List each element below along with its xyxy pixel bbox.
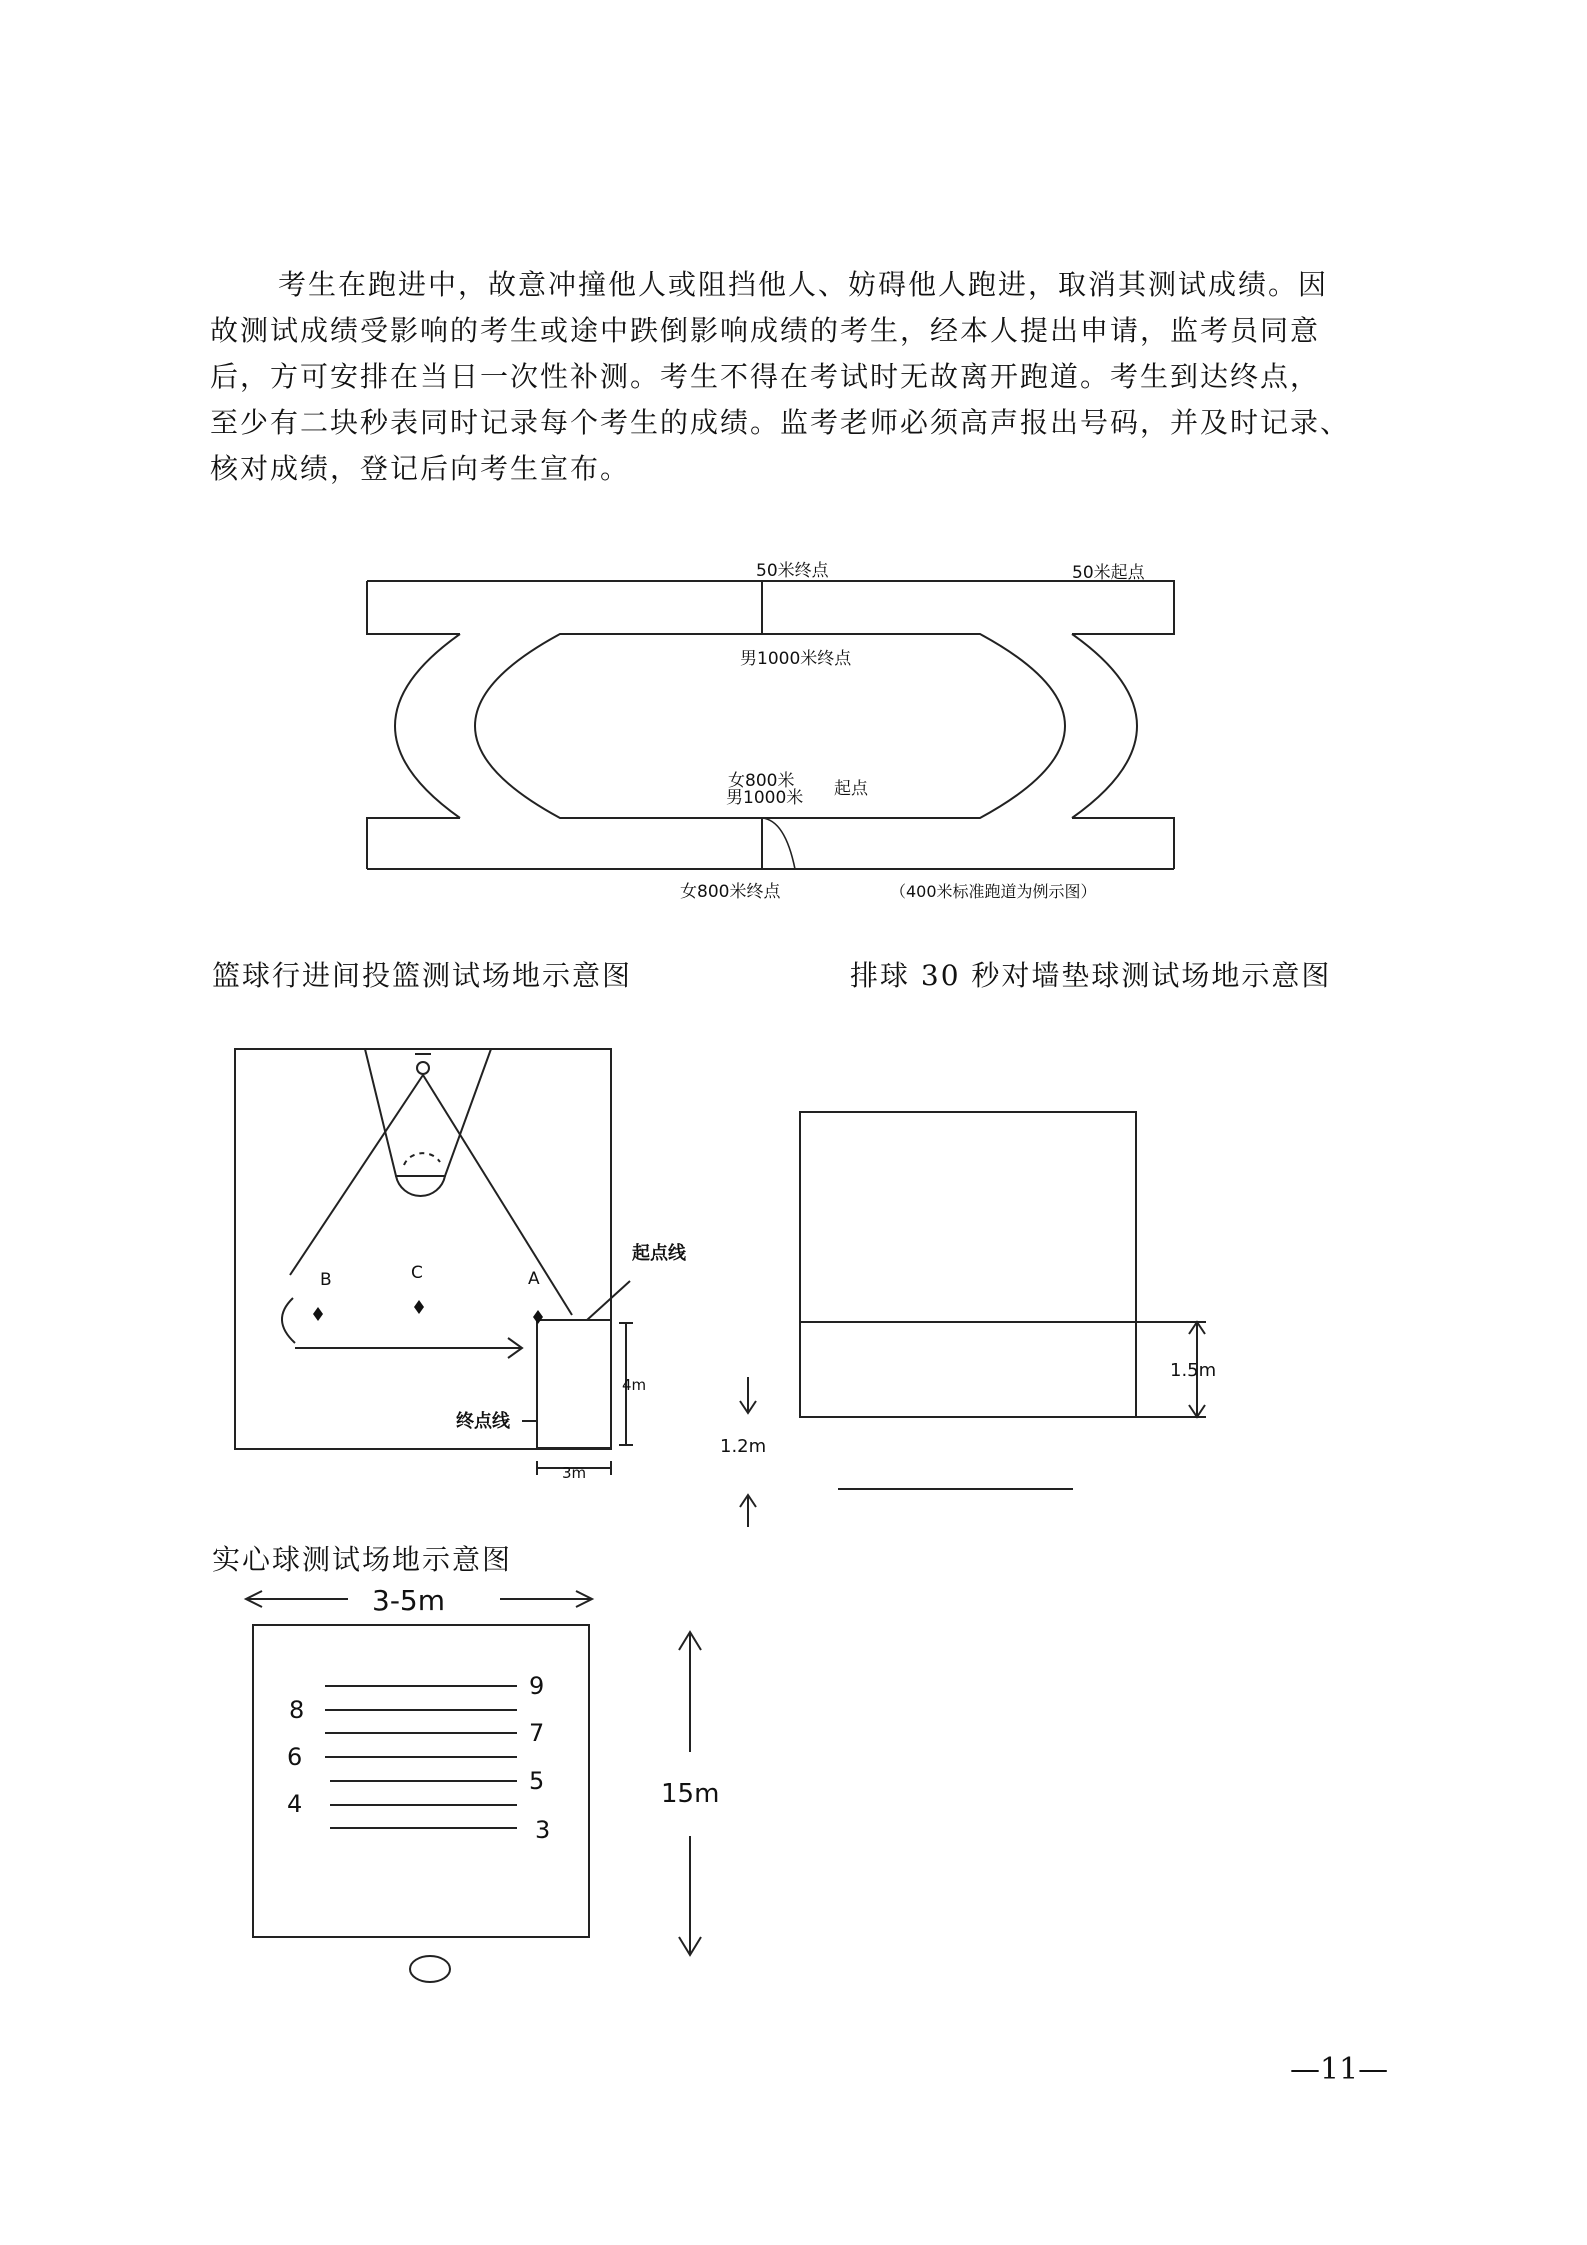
- track-diagram: [367, 581, 1174, 869]
- mark-label-5: 5: [529, 1767, 545, 1795]
- mark-label-8: 8: [289, 1696, 305, 1724]
- track-bottom-straight: [367, 818, 1174, 869]
- dot-point-b: [313, 1307, 323, 1321]
- label-finish-line: 终点线: [456, 1411, 510, 1432]
- paragraph-line-4: 至少有二块秒表同时记录每个考生的成绩。监考老师必须高声报出号码，并及时记录、: [210, 406, 1351, 439]
- left-hook-line: [282, 1298, 295, 1343]
- page-number: —11—: [1290, 2052, 1389, 2087]
- label-start: 起点: [834, 779, 868, 799]
- mark-label-9: 9: [529, 1672, 545, 1700]
- caption-medicine-ball: 实心球测试场地示意图: [212, 1543, 513, 1576]
- label-point-c: C: [411, 1263, 423, 1283]
- label-point-b: B: [320, 1270, 332, 1290]
- basketball-diagram: [235, 1049, 633, 1475]
- label-male-1000: 男1000米: [726, 788, 804, 808]
- paragraph-line-3: 后，方可安排在当日一次性补测。考生不得在考试时无故离开跑道。考生到达终点，: [210, 360, 1321, 393]
- label-field-width: 3-5m: [372, 1584, 446, 1617]
- start-line-pointer: [587, 1281, 630, 1320]
- label-start-line: 起点线: [632, 1243, 686, 1264]
- label-wall-height: 1.5m: [1170, 1360, 1217, 1381]
- label-distance: 1.2m: [720, 1436, 767, 1457]
- lane-line-right: [423, 1075, 572, 1315]
- mark-label-7: 7: [529, 1719, 545, 1747]
- dot-point-c: [414, 1300, 424, 1314]
- paragraph-line-5: 核对成绩，登记后向考生宣布。: [210, 452, 631, 485]
- label-point-a: A: [528, 1269, 540, 1289]
- caption-basketball: 篮球行进间投篮测试场地示意图: [212, 959, 633, 992]
- track-staggered-start-curve: [762, 818, 795, 869]
- medicine-ball-diagram: [246, 1591, 701, 1982]
- start-finish-box: [537, 1320, 611, 1448]
- label-male-1000-finish: 男1000米终点: [740, 649, 852, 669]
- throwing-circle: [410, 1956, 450, 1982]
- mark-label-6: 6: [287, 1743, 303, 1771]
- mark-label-3: 3: [535, 1816, 551, 1844]
- free-throw-circle-top: [404, 1153, 440, 1165]
- caption-volleyball: 排球 30 秒对墙垫球测试场地示意图: [850, 959, 1332, 992]
- mark-label-4: 4: [287, 1790, 303, 1818]
- label-width-3m: 3m: [562, 1464, 587, 1482]
- track-outer-right-arc: [1072, 634, 1137, 818]
- track-outer-left-arc: [395, 634, 460, 818]
- label-female-800-finish: 女800米终点: [680, 882, 781, 902]
- paragraph-line-1: 考生在跑进中，故意冲撞他人或阻挡他人、妨碍他人跑进，取消其测试成绩。因: [278, 268, 1329, 301]
- label-field-length: 15m: [661, 1779, 720, 1809]
- wall-rectangle: [800, 1112, 1136, 1417]
- label-50m-finish: 50米终点: [756, 561, 829, 581]
- label-50m-start: 50米起点: [1072, 563, 1145, 583]
- label-track-note: （400米标准跑道为例示图）: [890, 882, 1097, 901]
- free-throw-circle-bottom: [396, 1176, 445, 1196]
- label-female-800: 女800米: [728, 771, 795, 791]
- label-height-4m: 4m: [622, 1376, 647, 1394]
- basketball-rim: [417, 1062, 429, 1074]
- basketball-court-border: [235, 1049, 611, 1449]
- paragraph-line-2: 故测试成绩受影响的考生或途中跌倒影响成绩的考生，经本人提出申请，监考员同意: [210, 314, 1321, 347]
- track-top-straight: [367, 581, 1174, 634]
- volleyball-diagram: [740, 1112, 1206, 1527]
- dot-point-a: [533, 1310, 543, 1324]
